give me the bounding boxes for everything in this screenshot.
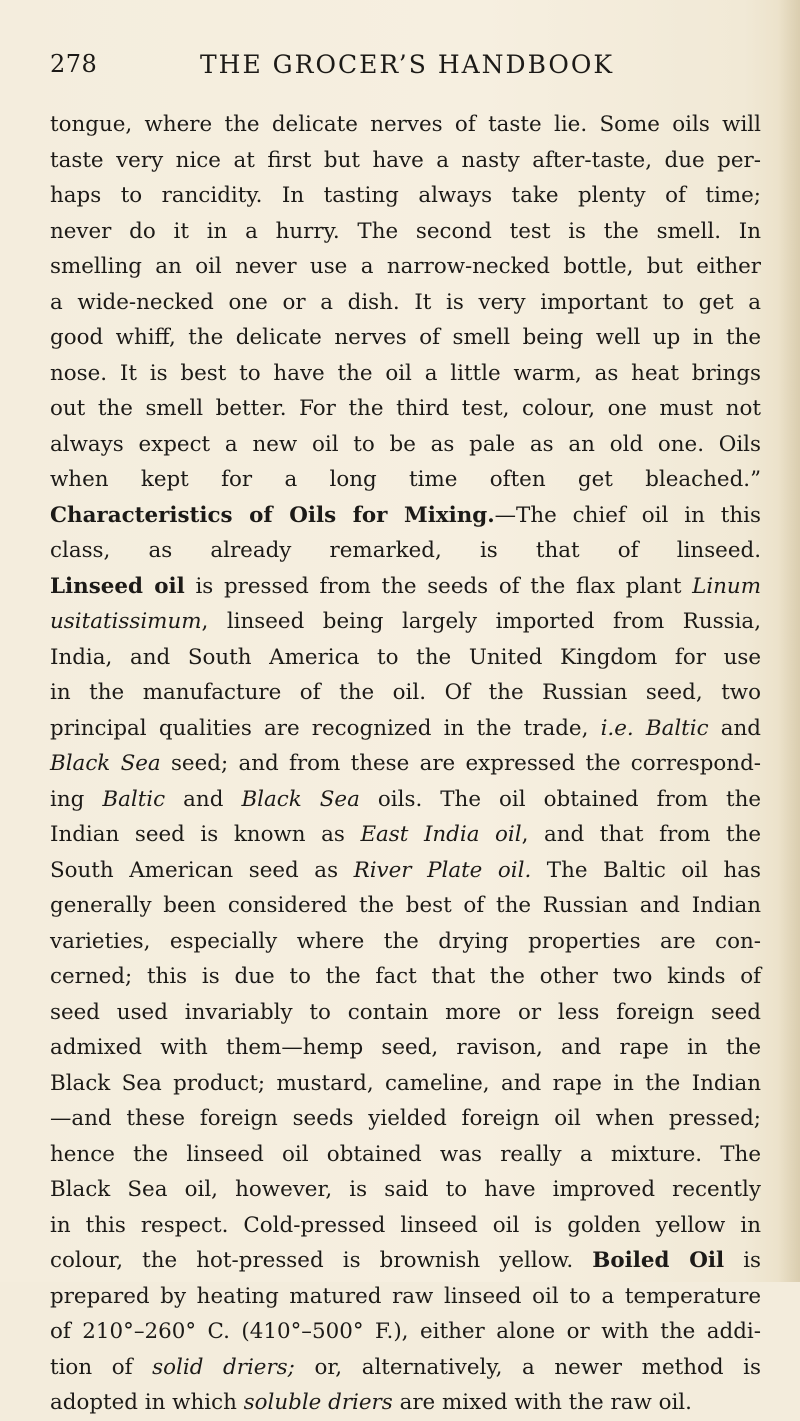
text-segment: are mixed with the raw oil. xyxy=(392,1390,692,1415)
text-line xyxy=(50,214,761,250)
page-edge-shadow xyxy=(778,0,800,1282)
text-segment: adopted in which xyxy=(50,1390,244,1415)
text-segment: always expect a new oil to be as pale as an old one. Oils xyxy=(50,431,761,457)
text-segment: seed used invariably to contain more or less foreign seed xyxy=(50,999,761,1025)
text-segment: a wide-necked one or a dish. It is very important to get a xyxy=(50,289,761,315)
text-segment: —The chief oil in this xyxy=(494,502,761,528)
text-line xyxy=(50,782,761,818)
text-segment: or, alternatively, a newer method is xyxy=(294,1354,761,1380)
text-line xyxy=(50,285,761,321)
text-line xyxy=(50,604,761,640)
text-segment: generally been considered the best of the Russian and Indian xyxy=(50,893,761,918)
text-line xyxy=(50,107,761,143)
text-line xyxy=(50,746,761,782)
text-line xyxy=(50,391,761,427)
bold-text: Characteristics of Oils for Mixing. xyxy=(50,502,495,528)
italic-text: solid driers; xyxy=(152,1354,295,1380)
text-segment: hence the linseed oil obtained was really a mixture. The xyxy=(50,1141,761,1167)
text-segment: taste very nice at first but have a nasty after-taste, due per- xyxy=(50,147,761,173)
text-line xyxy=(50,711,761,747)
bold-text: Boiled Oil xyxy=(592,1248,725,1273)
text-segment: of 210°–260° C. (410°–500° F.), either alone or with the addi- xyxy=(50,1319,761,1344)
text-segment: The Baltic oil has xyxy=(531,857,761,883)
text-segment: oils. The oil obtained from the xyxy=(359,786,762,812)
text-line xyxy=(50,1314,761,1350)
text-segment: nose. It is best to have the oil a little warm, as heat brings xyxy=(50,360,761,386)
text-line xyxy=(50,427,761,463)
text-segment: out the smell better. For the third test, colour, one must not xyxy=(50,396,761,421)
text-line xyxy=(50,1243,761,1279)
italic-text: East India oil xyxy=(360,822,522,847)
text-line xyxy=(50,1172,761,1208)
page-number: 278 xyxy=(50,50,98,78)
text-segment: Black Sea product; mustard, cameline, and rape in the Indian xyxy=(50,1070,761,1096)
text-segment: South American seed as xyxy=(50,857,354,883)
text-segment: varieties, especially where the drying properties are con- xyxy=(50,928,761,954)
text-line xyxy=(50,1208,761,1244)
text-segment: Black Sea oil, however, is said to have improved recently xyxy=(50,1177,761,1202)
text-line xyxy=(50,959,761,995)
text-line xyxy=(50,1101,761,1137)
text-line xyxy=(50,143,761,179)
text-segment: , linseed being largely imported from Russia, xyxy=(201,609,761,634)
text-line xyxy=(50,1030,761,1066)
text-segment: and xyxy=(708,715,761,741)
text-line xyxy=(50,1279,761,1315)
italic-text: i.e. Baltic xyxy=(600,715,709,741)
text-segment: is xyxy=(724,1248,762,1273)
text-segment: prepared by heating matured raw linseed oil to a temperature xyxy=(50,1283,761,1309)
text-line xyxy=(50,462,761,498)
text-segment: when kept for a long time often get bleached.” xyxy=(50,467,761,492)
text-segment: ing xyxy=(50,786,103,812)
text-segment: is pressed from the seeds of the flax plant xyxy=(184,573,693,599)
italic-text: Baltic xyxy=(102,786,166,812)
text-line xyxy=(50,498,761,534)
italic-text: Black Sea xyxy=(241,786,360,812)
page-header xyxy=(0,50,800,90)
text-segment: seed; and from these are expressed the correspond- xyxy=(160,751,761,776)
text-line xyxy=(50,178,761,214)
text-segment: Indian seed is known as xyxy=(50,822,361,847)
text-line xyxy=(50,1385,761,1421)
text-line xyxy=(50,817,761,853)
text-segment: tion of xyxy=(50,1354,153,1380)
text-line xyxy=(50,569,761,605)
text-line xyxy=(50,888,761,924)
text-line xyxy=(50,249,761,285)
text-segment: tongue, where the delicate nerves of taste lie. Some oils will xyxy=(50,112,761,137)
italic-text: Linum xyxy=(692,573,761,599)
text-segment: admixed with them—hemp seed, ravison, and rape in the xyxy=(50,1035,761,1060)
bold-text: Linseed oil xyxy=(50,573,185,599)
text-segment: and xyxy=(165,786,242,812)
text-segment: cerned; this is due to the fact that the other two kinds of xyxy=(50,964,761,989)
text-line xyxy=(50,320,761,356)
text-segment: in this respect. Cold-pressed linseed oil is golden yellow in xyxy=(50,1212,761,1238)
text-line xyxy=(50,533,761,569)
text-line xyxy=(50,995,761,1031)
body-text xyxy=(50,107,761,1421)
text-segment: in the manufacture of the oil. Of the Russian seed, two xyxy=(50,680,761,705)
italic-text: soluble driers xyxy=(243,1390,393,1415)
text-line xyxy=(50,853,761,889)
text-segment: haps to rancidity. In tasting always take plenty of time; xyxy=(50,183,761,208)
text-line xyxy=(50,356,761,392)
running-head: THE GROCER’S HANDBOOK xyxy=(200,50,615,79)
text-segment: colour, the hot-pressed is brownish yellow. xyxy=(50,1248,593,1273)
italic-text: River Plate oil. xyxy=(353,857,532,883)
italic-text: usitatissimum xyxy=(50,609,202,634)
text-segment: India, and South America to the United Kingdom for use xyxy=(50,644,761,670)
text-line xyxy=(50,1350,761,1386)
text-line xyxy=(50,1066,761,1102)
text-segment: principal qualities are recognized in the trade, xyxy=(50,715,601,741)
text-segment: smelling an oil never use a narrow-necked bottle, but either xyxy=(50,254,761,279)
text-line xyxy=(50,675,761,711)
text-line xyxy=(50,640,761,676)
text-segment: never do it in a hurry. The second test is the smell. In xyxy=(50,218,761,244)
text-segment: good whiff, the delicate nerves of smell being well up in the xyxy=(50,325,761,350)
text-segment: , and that from the xyxy=(521,822,762,847)
text-line xyxy=(50,924,761,960)
text-segment: class, as already remarked, is that of linseed. xyxy=(50,538,761,563)
text-segment: —and these foreign seeds yielded foreign oil when pressed; xyxy=(50,1106,761,1131)
text-line xyxy=(50,1137,761,1173)
italic-text: Black Sea xyxy=(50,751,161,776)
